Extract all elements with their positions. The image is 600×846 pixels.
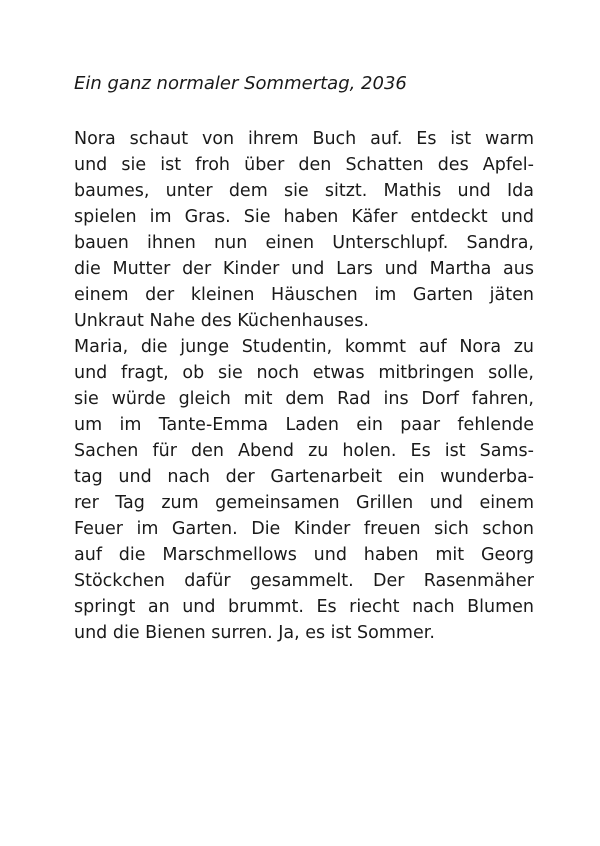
text-line: Unkraut Nahe des Küchenhauses.: [74, 311, 369, 331]
text-line: bauen ihnen nun einen Unterschlupf. Sandra,: [74, 233, 534, 253]
text-line: und sie ist froh über den Schatten des Apfel-: [74, 155, 534, 175]
text-line: spielen im Gras. Sie haben Käfer entdeckt und: [74, 207, 534, 227]
text-line: rer Tag zum gemeinsamen Grillen und einem: [74, 493, 534, 513]
text-line: einem der kleinen Häuschen im Garten jäten: [74, 285, 534, 305]
text-line: springt an und brummt. Es riecht nach Blumen: [74, 597, 534, 617]
text-line: Feuer im Garten. Die Kinder freuen sich schon: [74, 519, 534, 539]
document-title: Ein ganz normaler Sommertag, 2036: [74, 73, 407, 94]
text-line: tag und nach der Gartenarbeit ein wunderba-: [74, 467, 534, 487]
text-line: und die Bienen surren. Ja, es ist Sommer.: [74, 623, 435, 643]
text-line: Sachen für den Abend zu holen. Es ist Sams-: [74, 441, 534, 461]
text-line: um im Tante-Emma Laden ein paar fehlende: [74, 415, 534, 435]
text-line: die Mutter der Kinder und Lars und Martha aus: [74, 259, 534, 279]
document-body: [74, 126, 534, 646]
text-line: Nora schaut von ihrem Buch auf. Es ist warm: [74, 129, 534, 149]
text-line: Stöckchen dafür gesammelt. Der Rasenmäher: [74, 571, 534, 591]
text-line: auf die Marschmellows und haben mit Georg: [74, 545, 534, 565]
text-line: Maria, die junge Studentin, kommt auf Nora zu: [74, 337, 534, 357]
text-line: baumes, unter dem sie sitzt. Mathis und Ida: [74, 181, 534, 201]
text-line: sie würde gleich mit dem Rad ins Dorf fahren,: [74, 389, 534, 409]
text-line: und fragt, ob sie noch etwas mitbringen solle,: [74, 363, 534, 383]
